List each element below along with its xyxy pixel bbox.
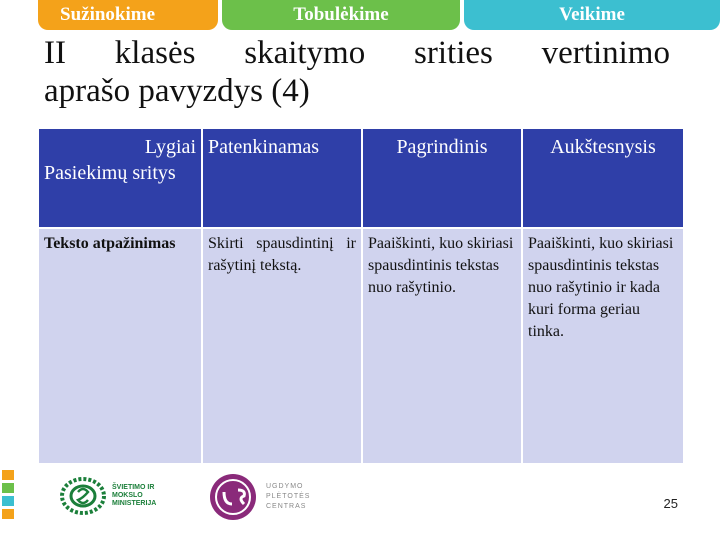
area-cell: Teksto atpažinimas xyxy=(38,228,202,464)
upc-emblem-icon xyxy=(208,472,258,522)
footer-logos xyxy=(0,466,720,540)
upc-logo xyxy=(208,472,326,522)
header-aukstesnysis: Aukštesnysis xyxy=(522,128,684,228)
table-cell: Paaiškinti, kuo skiriasi spausdintinis tekstas nuo rašytinio ir kada kuri forma geriau tinka. xyxy=(522,228,684,464)
ministry-emblem-icon xyxy=(60,476,106,516)
ministry-logo-text: ŠVIETIMO IR MOKSLO MINISTERIJA xyxy=(112,484,157,507)
page-number: 25 xyxy=(663,496,678,511)
header-patenkinamas: Patenkinamas xyxy=(202,128,362,228)
tab-suzinokime-label: Sužinokime xyxy=(60,4,156,25)
corner-header xyxy=(38,128,202,228)
table-row xyxy=(38,228,684,464)
title-word: skaitymo xyxy=(244,35,366,71)
title-line-2: aprašo pavyzdys (4) xyxy=(44,73,310,109)
header-pagrindinis: Pagrindinis xyxy=(362,128,522,228)
table-header-row xyxy=(38,128,684,228)
table-cell: Skirti spausdintinį ir rašytinį tekstą. xyxy=(202,228,362,464)
levels-label: Lygiai xyxy=(144,136,196,158)
title-word: klasės xyxy=(114,35,196,71)
tab-tobulekime[interactable] xyxy=(222,0,460,30)
title-word: II xyxy=(44,35,66,71)
areas-label: Pasiekimų sritys xyxy=(44,162,176,184)
tab-tobulekime-label: Tobulėkime xyxy=(293,4,389,25)
tab-veikime[interactable] xyxy=(464,0,720,30)
tab-veikime-label: Veikime xyxy=(559,4,625,25)
title-word: srities xyxy=(414,35,493,71)
upc-logo-text: UGDYMO PLĖTOTĖS CENTRAS xyxy=(266,483,311,510)
table-cell: Paaiškinti, kuo skiriasi spausdintinis tekstas nuo rašytinio. xyxy=(362,228,522,464)
assessment-table xyxy=(37,127,685,465)
side-color-bars xyxy=(2,470,14,522)
title-line-1 xyxy=(44,34,670,72)
tab-suzinokime[interactable] xyxy=(38,0,218,30)
title-word: vertinimo xyxy=(541,35,670,71)
slide-title xyxy=(44,34,670,110)
ministry-logo xyxy=(60,476,168,516)
